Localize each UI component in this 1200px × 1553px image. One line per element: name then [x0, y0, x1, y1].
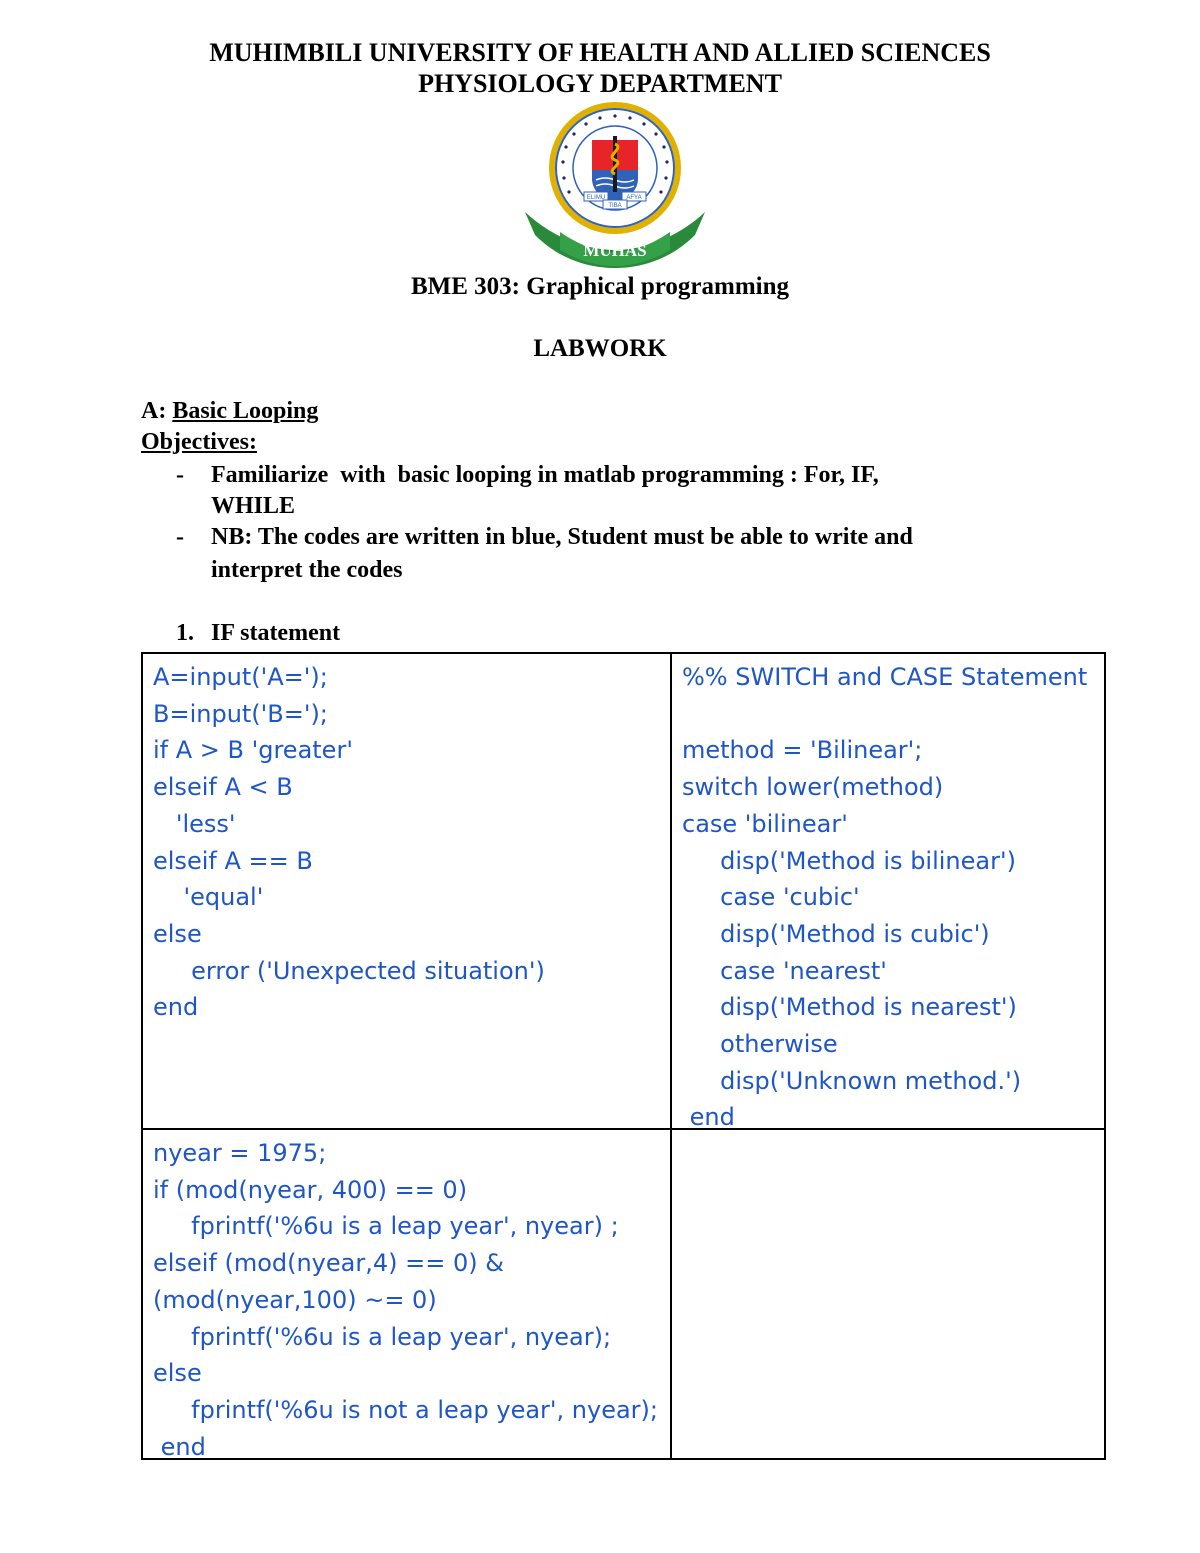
bullet-dash: - — [176, 524, 184, 550]
code-line: end — [153, 1432, 206, 1461]
code-line: elseif A == B — [153, 846, 313, 875]
code-line: 'less' — [153, 809, 236, 838]
code-line: error ('Unexpected situation') — [153, 956, 545, 985]
code-line: B=input('B='); — [153, 699, 328, 728]
code-line: if (mod(nyear, 400) == 0) — [153, 1175, 468, 1204]
section-prefix: A: — [141, 398, 173, 424]
bullet-text-line: Familiarize with basic looping in matlab programming : For, IF, — [211, 462, 879, 488]
svg-text:TIBA: TIBA — [608, 203, 622, 209]
code-cell-leap-year — [142, 1129, 671, 1459]
code-line: disp('Unknown method.') — [682, 1066, 1022, 1095]
code-line: fprintf('%6u is not a leap year', nyear); — [153, 1395, 658, 1424]
university-name: MUHIMBILI UNIVERSITY OF HEALTH AND ALLIED SCIENCES — [209, 38, 991, 67]
code-cell-empty — [671, 1129, 1105, 1459]
svg-text:AFYA: AFYA — [626, 195, 642, 201]
code-line: method = 'Bilinear'; — [682, 736, 923, 765]
code-line: end — [682, 1103, 735, 1132]
code-line: else — [153, 919, 202, 948]
bullet-text-line: WHILE — [211, 493, 296, 519]
bullet-text-line: interpret the codes — [211, 557, 403, 583]
code-line: end — [153, 993, 199, 1022]
doc-type: LABWORK — [533, 335, 667, 362]
code-line: nyear = 1975; — [153, 1139, 327, 1167]
code-line: disp('Method is bilinear') — [682, 846, 1016, 875]
code-cell-switch — [671, 653, 1105, 1132]
code-line: elseif A < B — [153, 773, 293, 802]
code-line: A=input('A='); — [153, 663, 328, 691]
muhas-logo — [520, 100, 710, 270]
code-line: otherwise — [682, 1030, 838, 1058]
objectives-label: Objectives: — [141, 429, 257, 455]
svg-text:MUHAS: MUHAS — [583, 241, 647, 260]
code-line: fprintf('%6u is a leap year', nyear); — [153, 1322, 612, 1351]
code-line: case 'bilinear' — [682, 809, 848, 838]
section-heading — [141, 398, 318, 425]
bullet-text-line: NB: The codes are written in blue, Student must be able to write and — [211, 524, 913, 550]
bullet-dash: - — [176, 462, 184, 488]
code-line: case 'cubic' — [682, 883, 860, 912]
code-line: %% SWITCH and CASE Statement — [682, 663, 1088, 691]
code-cell-if — [142, 653, 671, 1129]
section-title: Basic Looping — [172, 398, 319, 424]
code-line: else — [153, 1359, 202, 1388]
item-title: IF statement — [211, 620, 341, 646]
code-line: fprintf('%6u is a leap year', nyear) ; — [153, 1212, 619, 1241]
svg-text:ELIMU: ELIMU — [586, 195, 606, 201]
department-name: PHYSIOLOGY DEPARTMENT — [418, 69, 782, 98]
code-line: (mod(nyear,100) ~= 0) — [153, 1285, 437, 1314]
code-line: case 'nearest' — [682, 956, 887, 985]
code-line: 'equal' — [153, 883, 264, 912]
code-table — [141, 652, 1106, 1460]
code-line: elseif (mod(nyear,4) == 0) & — [153, 1249, 504, 1278]
code-line: if A > B 'greater' — [153, 736, 353, 765]
code-line: disp('Method is cubic') — [682, 919, 990, 948]
code-line: disp('Method is nearest') — [682, 993, 1017, 1022]
item-number: 1. — [176, 620, 194, 646]
course-title: BME 303: Graphical programming — [410, 273, 789, 300]
code-line: switch lower(method) — [682, 773, 944, 802]
